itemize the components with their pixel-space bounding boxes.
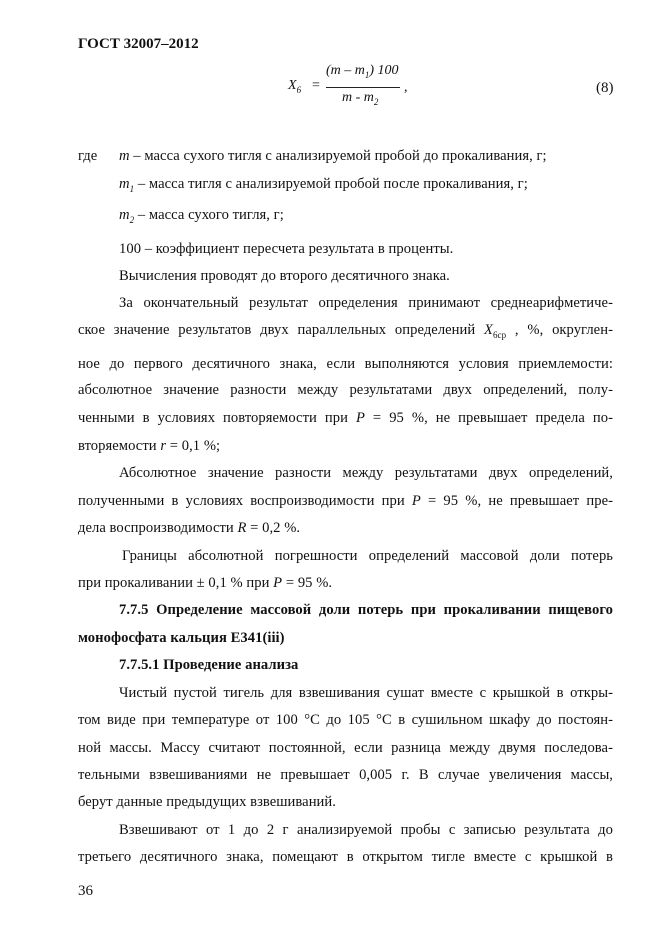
paragraph-line: третьего десятичного знака, помещают в открытом тигле вместе с крышкой в [78,849,613,865]
formula-numerator: $(m - m_1)$ 100 [326,63,399,80]
formula-trailing: , [404,80,408,95]
paragraph-line: ское значение результатов двух параллельных определений $X_{6ср}$ , %, округлен- [78,322,613,340]
paragraph-line: Абсолютное значение разности между результатами двух определений, [119,465,613,481]
fraction-bar [326,87,400,88]
paragraph-line: ное до первого десятичного знака, если выполняются условия приемлемости: [78,356,613,372]
paragraph-line: дела воспроизводимости R = 0,2 %. [78,520,301,536]
paragraph-line: Чистый пустой тигель для взвешивания сушат вместе с крышкой в откры- [119,685,613,701]
paragraph-line: вторяемости r = 0,1 %; [78,438,221,454]
section-heading-7-7-5-cont: монофосфата кальция Е341(iii) [78,630,285,646]
document-header: ГОСТ 32007–2012 [78,36,199,52]
definition-item: m – масса сухого тигля с анализируемой пробой до прокаливания, г; [119,148,547,164]
paragraph-line: том виде при температуре от 100 °С до 105 °С в сушильном шкафу до постоян- [78,712,613,728]
definition-item: $m_2$ – масса сухого тигля, г; [119,207,284,225]
section-heading-7-7-5: 7.7.5 Определение массовой доли потерь при прокаливании пищевого [119,602,613,618]
paragraph-line: берут данные предыдущих взвешиваний. [78,794,336,810]
formula-denominator: m - $m_2$ [342,90,379,107]
paragraph-line: Границы абсолютной погрешности определений массовой доли потерь [122,548,613,564]
section-heading-7-7-5-1: 7.7.5.1 Проведение анализа [119,657,299,673]
paragraph-line: абсолютное значение разности между результатами двух определений, полу- [78,382,613,398]
equation-number: (8) [596,80,614,96]
paragraph-line: За окончательный результат определения принимают среднеарифметиче- [119,295,613,311]
paragraph-line: тельными взвешиваниями не превышает 0,005 г. В случае увеличения массы, [78,767,613,783]
formula-equals: = [312,78,320,93]
paragraph-line: при прокаливании ± 0,1 % при P = 95 %. [78,575,333,591]
definitions-lead: где [78,148,98,164]
formula-8 [288,60,428,120]
page-number: 36 [78,883,93,899]
paragraph-line: Взвешивают от 1 до 2 г анализируемой пробы с записью результата до [119,822,613,838]
definition-item: 100 – коэффициент пересчета результата в проценты. [119,241,454,257]
definition-item: $m_1$ – масса тигля с анализируемой пробой после прокаливания, г; [119,176,528,194]
formula-lhs: $X_6$ [288,78,302,95]
paragraph-line: Вычисления проводят до второго десятичного знака. [119,268,450,284]
paragraph-line: ченными в условиях повторяемости при P = 95 %, не превышает предела по- [78,410,613,426]
paragraph-line: ной массы. Массу считают постоянной, если разница между двумя последова- [78,740,613,756]
paragraph-line: полученными в условиях воспроизводимости при P = 95 %, не превышает пре- [78,493,614,509]
